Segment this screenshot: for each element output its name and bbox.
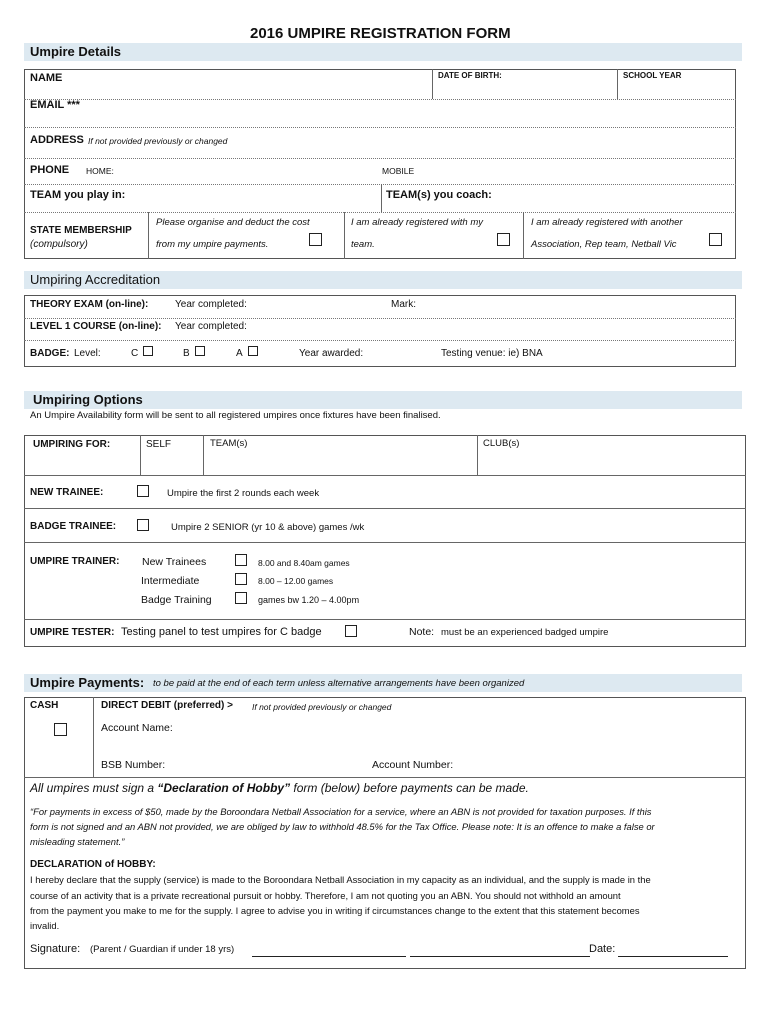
membership-opt1-checkbox[interactable] (309, 233, 322, 246)
signature-line[interactable] (252, 956, 406, 957)
tester-checkbox[interactable] (345, 625, 357, 637)
account-name-label: Account Name: (101, 722, 173, 734)
team-coach-label: TEAM(s) you coach: (386, 189, 492, 201)
compulsory-label: (compulsory) (30, 239, 88, 250)
new-trainees-time: 8.00 and 8.40am games (258, 558, 350, 568)
level-c-checkbox[interactable] (143, 346, 153, 356)
hobby-body-line3: from the payment you make to me for the supply. I agree to advise you in writing if circumstances change to the extent that this statement becomes (30, 905, 640, 916)
team-play-label: TEAM you play in: (30, 189, 126, 201)
date-label: Date: (589, 943, 616, 955)
signature-label: Signature: (30, 943, 81, 955)
section-heading-accreditation: Umpiring Accreditation (30, 272, 161, 287)
mobile-label: MOBILE (382, 166, 415, 176)
declaration-quote-line3: misleading statement.” (30, 836, 125, 847)
mark-label: Mark: (391, 299, 416, 310)
membership-opt1-line1: Please organise and deduct the cost (156, 217, 310, 228)
level-a-checkbox[interactable] (248, 346, 258, 356)
membership-opt2-line1: I am already registered with my (351, 217, 483, 228)
email-label: EMAIL *** (30, 99, 80, 111)
year-awarded-label: Year awarded: (299, 348, 364, 359)
new-trainee-desc: Umpire the first 2 rounds each week (167, 488, 320, 499)
date-line[interactable] (618, 956, 728, 957)
membership-opt2-checkbox[interactable] (497, 233, 510, 246)
badge-training-label: Badge Training (141, 594, 212, 606)
state-membership-label: STATE MEMBERSHIP (30, 225, 132, 236)
address-label: ADDRESS (30, 134, 84, 146)
payments-note: to be paid at the end of each term unless alternative arrangements have been organized (153, 678, 525, 689)
dob-label: DATE OF BIRTH: (438, 71, 502, 80)
school-year-label: SCHOOL YEAR (623, 71, 682, 80)
hobby-body-line4: invalid. (30, 920, 60, 931)
teams-label: TEAM(s) (210, 438, 248, 449)
theory-year-label: Year completed: (175, 299, 247, 310)
intermediate-label: Intermediate (141, 575, 200, 587)
badge-training-time: games bw 1.20 – 4.00pm (258, 595, 360, 605)
address-note: If not provided previously or changed (88, 136, 228, 146)
section-band-details (24, 43, 742, 61)
clubs-label: CLUB(s) (483, 438, 520, 449)
home-label: HOME: (86, 166, 114, 176)
phone-label: PHONE (30, 164, 70, 176)
badge-label: BADGE: (30, 348, 70, 359)
venue-label: Testing venue: ie) BNA (441, 348, 543, 359)
hobby-body-line2: course of an activity that is a private recreational pursuit or hobby. Therefore, I am not quoting you an ABN. You should not withhold an amount (30, 890, 621, 901)
level1-label: LEVEL 1 COURSE (on-line): (30, 321, 162, 332)
hobby-body-line1: I hereby declare that the supply (service) is made to the Boroondara Netball Association in my capacity as an individual, and the supply is made in the (30, 874, 651, 885)
options-table (24, 435, 746, 647)
direct-debit-note: If not provided previously or changed (252, 702, 392, 712)
section-heading-details: Umpire Details (30, 44, 122, 59)
theory-label: THEORY EXAM (on-line): (30, 299, 149, 310)
new-trainee-label: NEW TRAINEE: (30, 487, 104, 498)
membership-opt3-line1: I am already registered with another (531, 217, 683, 228)
section-heading-options: Umpiring Options (33, 392, 143, 407)
direct-debit-label: DIRECT DEBIT (preferred) > (101, 700, 233, 711)
badge-training-checkbox[interactable] (235, 592, 247, 604)
availability-note: An Umpire Availability form will be sent to all registered umpires once fixtures have been finalised. (30, 410, 441, 421)
self-label: SELF (146, 439, 172, 450)
badge-trainee-checkbox[interactable] (137, 519, 149, 531)
level-c-label: C (131, 348, 139, 359)
new-trainee-checkbox[interactable] (137, 485, 149, 497)
signature-line-2[interactable] (410, 956, 590, 957)
level-a-label: A (236, 348, 243, 359)
cash-label: CASH (30, 700, 59, 711)
tester-label: UMPIRE TESTER: (30, 627, 115, 638)
declaration-quote-line2: form is not signed and an ABN not provided, we are obliged by law to withhold 48.5% for the Tax Office. Please note: It is an offence to make a false or (30, 821, 655, 832)
level-b-label: B (183, 348, 190, 359)
badge-trainee-label: BADGE TRAINEE: (30, 521, 117, 532)
badge-trainee-desc: Umpire 2 SENIOR (yr 10 & above) games /wk (171, 522, 365, 533)
membership-opt1-line2: from my umpire payments. (156, 239, 269, 250)
level-label: Level: (74, 348, 101, 359)
level1-year-label: Year completed: (175, 321, 247, 332)
intermediate-checkbox[interactable] (235, 573, 247, 585)
declaration-quote-line1: “For payments in excess of $50, made by the Boroondara Netball Association for a service, where an ABN is not provided for taxation purposes. If this (30, 806, 652, 817)
cash-checkbox[interactable] (54, 723, 67, 736)
declaration-lead: All umpires must sign a “Declaration of Hobby” form (below) before payments can be made. (30, 781, 529, 795)
account-number-label: Account Number: (372, 759, 454, 771)
membership-opt2-line2: team. (351, 239, 375, 250)
name-label: NAME (30, 72, 63, 84)
bsb-label: BSB Number: (101, 759, 166, 771)
umpiring-for-label: UMPIRING FOR: (33, 439, 111, 450)
hobby-heading: DECLARATION of HOBBY: (30, 859, 156, 870)
new-trainees-label: New Trainees (142, 556, 207, 568)
tester-note-label: Note: (409, 626, 435, 638)
membership-opt3-checkbox[interactable] (709, 233, 722, 246)
umpire-trainer-label: UMPIRE TRAINER: (30, 556, 120, 567)
guardian-label: (Parent / Guardian if under 18 yrs) (90, 944, 235, 955)
page-title: 2016 UMPIRE REGISTRATION FORM (250, 25, 511, 42)
level-b-checkbox[interactable] (195, 346, 205, 356)
tester-note-desc: must be an experienced badged umpire (441, 627, 609, 638)
section-heading-payments: Umpire Payments: (30, 675, 145, 690)
payments-table (24, 697, 746, 969)
new-trainees-checkbox[interactable] (235, 554, 247, 566)
tester-desc: Testing panel to test umpires for C badge (121, 626, 322, 638)
membership-opt3-line2: Association, Rep team, Netball Vic (531, 239, 677, 250)
intermediate-time: 8.00 – 12.00 games (258, 576, 334, 586)
